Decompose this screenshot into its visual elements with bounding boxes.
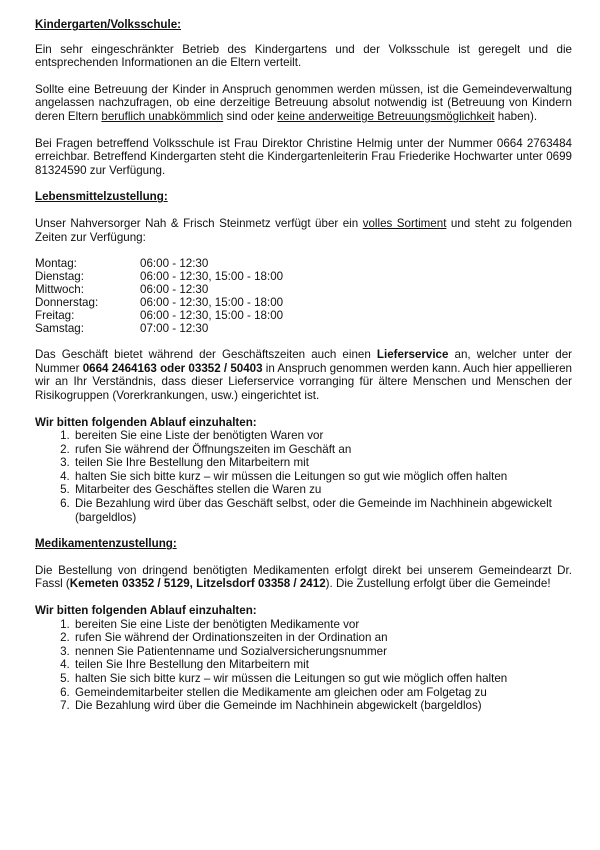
opening-hours-day: Freitag:	[35, 309, 75, 323]
opening-hours-time: 06:00 - 12:30, 15:00 - 18:00	[140, 296, 284, 310]
list-item: 2. rufen Sie während der Öffnungszeiten im Geschäft an	[73, 443, 572, 457]
list-item: 3. teilen Sie Ihre Bestellung den Mitarbeitern mit	[73, 456, 572, 470]
text-run: in Anspruch genommen werden kann. Auch hier appellieren wir an Ihr Verständnis, dass dieser Lieferservice vorranging für ältere Menschen und Menschen der Risikogruppen (Vorerkrankungen, usw.) eingerichtet ist.	[35, 361, 572, 402]
list-item: 6. Gemeindemitarbeiter stellen die Medikamente am gleichen oder am Folgetag zu	[73, 686, 572, 700]
paragraph-kindergarten-betreuung	[35, 83, 572, 124]
list-item: 4. teilen Sie Ihre Bestellung den Mitarbeitern mit	[73, 658, 572, 672]
opening-hours-table	[35, 257, 283, 335]
opening-hours-row	[35, 322, 283, 335]
list-item: 6. Die Bezahlung wird über das Geschäft selbst, oder die Gemeinde im Nachhinein abgewickelt (bargeldlos)	[73, 497, 572, 524]
ablauf-heading: Wir bitten folgenden Ablauf einzuhalten:	[35, 604, 257, 618]
text-run: an, welcher unter der Nummer	[35, 348, 573, 375]
ablauf-list-medikamente	[35, 618, 572, 713]
opening-hours-day: Montag:	[35, 257, 77, 271]
opening-hours-time: 07:00 - 12:30	[140, 322, 209, 336]
text-run: Sollte eine Betreuung der Kinder in Anspruch genommen werden müssen, ist die Gemeindeverwaltung angelassen nachzufragen, ob eine derzeitige Betreuung absolut notwendig ist (Betreuung von Kindern deren Eltern	[35, 82, 572, 123]
paragraph-nahversorger	[35, 217, 572, 244]
bold-text: Kemeten 03352 / 5129, Litzelsdorf 03358 / 2412	[69, 577, 326, 591]
text-run: Das Geschäft bietet während der Geschäftszeiten auch einen	[35, 348, 377, 362]
list-item: 1. bereiten Sie eine Liste der benötigten Medikamente vor	[73, 618, 572, 632]
opening-hours-day: Donnerstag:	[35, 296, 99, 310]
list-item: 3. nennen Sie Patientenname und Sozialversicherungsnummer	[73, 645, 572, 659]
list-item: 1. bereiten Sie eine Liste der benötigten Waren vor	[73, 429, 572, 443]
paragraph-medikamente	[35, 564, 572, 591]
bold-text: 0664 2464163 oder 03352 / 50403	[82, 361, 263, 375]
opening-hours-time: 06:00 - 12:30	[140, 257, 209, 271]
opening-hours-row	[35, 270, 283, 283]
list-item: 2. rufen Sie während der Ordinationszeiten in der Ordination an	[73, 631, 572, 645]
list-item: 4. halten Sie sich bitte kurz – wir müssen die Leitungen so gut wie möglich offen halten	[73, 470, 572, 484]
list-item: 7. Die Bezahlung wird über die Gemeinde im Nachhinein abgewickelt (bargeldlos)	[73, 699, 572, 713]
paragraph-kindergarten-kontakt: Bei Fragen betreffend Volksschule ist Frau Direktor Christine Helmig unter der Nummer 0664 2763484 erreichbar. Betreffend Kindergarten steht die Kindergartenleiterin Frau Friederike Hochwarter unter 0699 81324590 zur Verfügung.	[35, 136, 572, 177]
underlined-text: beruflich unabkömmlich	[101, 109, 224, 123]
opening-hours-row	[35, 296, 283, 309]
text-run: haben).	[494, 109, 538, 123]
opening-hours-row	[35, 283, 283, 296]
section-kindergarten	[35, 18, 572, 177]
section-heading-kindergarten: Kindergarten/Volksschule:	[35, 18, 182, 31]
text-run: Unser Nahversorger Nah & Frisch Steinmetz verfügt über ein	[35, 216, 363, 230]
section-lebensmittel	[35, 190, 572, 524]
list-item: 5. halten Sie sich bitte kurz – wir müssen die Leitungen so gut wie möglich offen halten	[73, 672, 572, 686]
text-run: Die Bestellung von dringend benötigten Medikamenten erfolgt direkt bei unserem Gemeindearzt Dr. Fassl (	[35, 563, 572, 591]
opening-hours-time: 06:00 - 12:30, 15:00 - 18:00	[140, 270, 284, 284]
opening-hours-day: Dienstag:	[35, 270, 84, 284]
opening-hours-row	[35, 257, 283, 270]
text-run: ). Die Zustellung erfolgt über die Gemeinde!	[325, 577, 551, 591]
opening-hours-time: 06:00 - 12:30, 15:00 - 18:00	[140, 309, 284, 323]
underlined-text: keine anderweitige Betreuungsmöglichkeit	[277, 109, 495, 123]
document-page	[35, 18, 572, 713]
opening-hours-day: Mittwoch:	[35, 283, 84, 297]
section-heading-lebensmittel: Lebensmittelzustellung:	[35, 190, 168, 204]
opening-hours-row	[35, 309, 283, 322]
underlined-text: volles Sortiment	[362, 216, 447, 230]
opening-hours-time: 06:00 - 12:30	[140, 283, 209, 297]
bold-text: Lieferservice	[376, 348, 449, 362]
list-item: 5. Mitarbeiter des Geschäftes stellen die Waren zu	[73, 483, 572, 497]
section-heading-medikamente: Medikamentenzustellung:	[35, 537, 177, 551]
opening-hours-day: Samstag:	[35, 322, 84, 336]
paragraph-kindergarten-betrieb: Ein sehr eingeschränkter Betrieb des Kindergartens und der Volksschule ist geregelt und die entsprechenden Informationen an die Eltern verteilt.	[35, 42, 572, 70]
text-run: und steht zu folgenden Zeiten zur Verfügung:	[35, 216, 572, 244]
paragraph-lieferservice	[35, 348, 572, 402]
text-run: sind oder	[223, 109, 278, 123]
ablauf-list-lebensmittel	[35, 429, 572, 524]
section-medikamente	[35, 537, 572, 713]
ablauf-heading: Wir bitten folgenden Ablauf einzuhalten:	[35, 415, 257, 429]
